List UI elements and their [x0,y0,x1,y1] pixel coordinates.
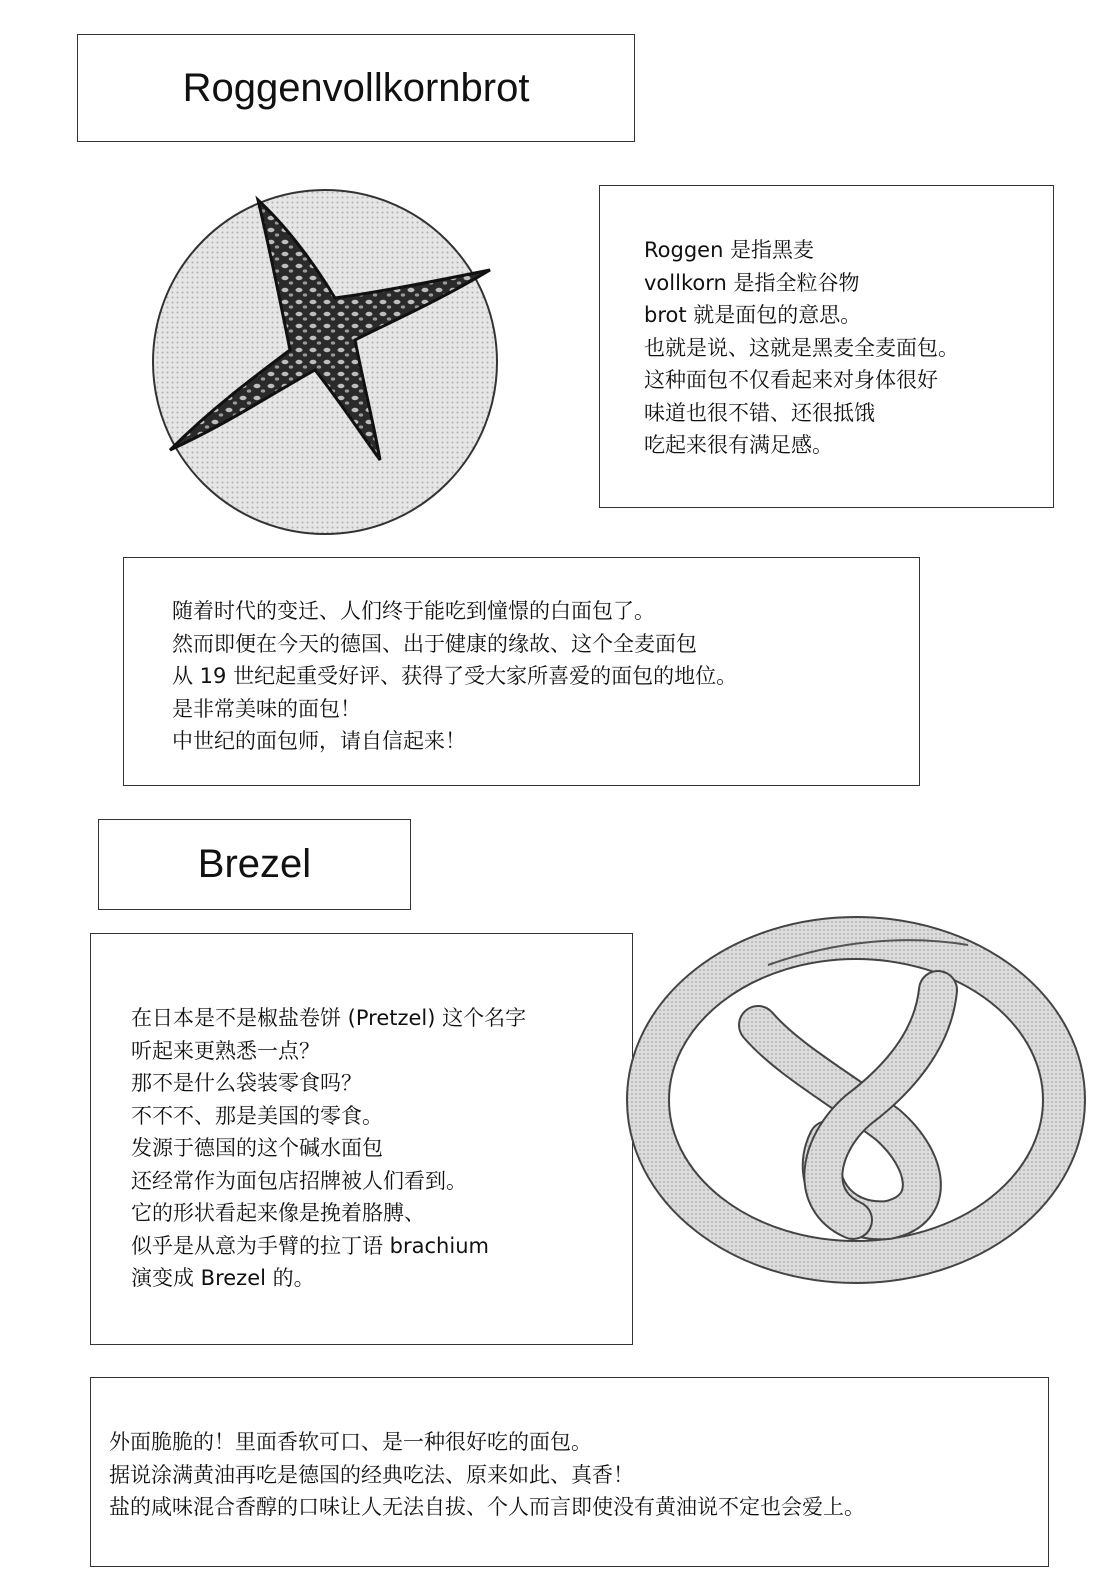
roggen-explain-line: 味道也很不错、还很抵饿 [644,400,875,425]
roggen-explain-box [599,185,1054,508]
pretzel-illustration [638,920,1078,1275]
brezel-title: Brezel [197,842,312,886]
brezel-explain-line: 在日本是不是椒盐卷饼 (Pretzel) 这个名字 [131,1006,527,1030]
roggen-explain-line: 也就是说、这就是黑麦全麦面包。 [644,335,959,360]
brezel-explain-box [90,933,633,1345]
roggen-explain-text [644,234,959,462]
brezel-explain-line: 不不不、那是美国的零食。 [131,1103,383,1128]
brezel-explain-text [131,1002,526,1295]
brezel-taste-box [90,1377,1049,1567]
roggen-explain-line: brot 就是面包的意思。 [644,303,862,327]
brezel-taste-line: 据说涂满黄油再吃是德国的经典吃法、原来如此、真香！ [109,1462,634,1487]
brezel-taste-line: 盐的咸味混合香醇的口味让人无法自拔、个人而言即使没有黄油说不定也会爱上。 [109,1495,865,1519]
roggen-history-text [172,595,737,758]
roggen-history-box [123,557,920,786]
roggen-history-line: 中世纪的面包师，请自信起来！ [172,729,466,753]
rye-bread-illustration [140,190,510,540]
brezel-taste-line: 外面脆脆的！里面香软可口、是一种很好吃的面包。 [109,1430,592,1454]
roggen-explain-line: vollkorn 是指全粒谷物 [644,270,860,295]
brezel-explain-line: 发源于德国的这个碱水面包 [131,1136,383,1160]
roggen-history-line: 随着时代的变迁、人们终于能吃到憧憬的白面包了。 [172,599,655,623]
brezel-title-box [98,819,411,910]
roggen-history-line: 是非常美味的面包！ [172,696,361,721]
brezel-explain-line: 听起来更熟悉一点？ [131,1038,320,1063]
brezel-explain-line: 那不是什么袋装零食吗？ [131,1071,362,1095]
brezel-explain-line: 似乎是从意为手臂的拉丁语 brachium [131,1233,489,1258]
roggen-history-line: 然而即便在今天的德国、出于健康的缘故、这个全麦面包 [172,631,697,656]
roggen-history-line: 从 19 世纪起重受好评、获得了受大家所喜爱的面包的地位。 [172,664,738,688]
brezel-explain-line: 还经常作为面包店招牌被人们看到。 [131,1168,467,1193]
roggen-title: Roggenvollkornbrot [182,65,530,110]
brezel-explain-line: 演变成 Brezel 的。 [131,1266,315,1290]
roggen-explain-line: 这种面包不仅看起来对身体很好 [644,368,938,392]
brezel-explain-line: 它的形状看起来像是挽着胳膊、 [131,1201,425,1225]
roggen-explain-line: 吃起来很有满足感。 [644,433,833,457]
roggen-title-box [77,34,635,142]
roggen-explain-line: Roggen 是指黑麦 [644,238,815,262]
brezel-taste-text [109,1426,865,1524]
